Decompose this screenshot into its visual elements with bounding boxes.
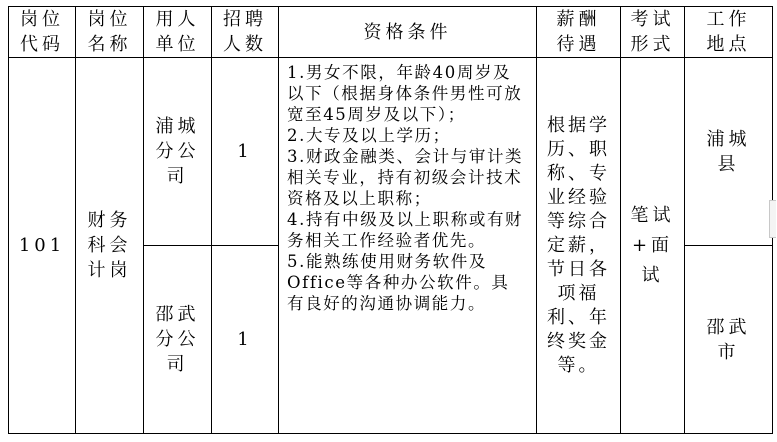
unit-pucheng: 浦城分公司	[144, 58, 212, 246]
header-exam: 考试形式	[621, 7, 685, 58]
top-border	[0, 0, 777, 4]
header-location: 工作地点	[685, 7, 773, 58]
exam-cell: 笔试+面试	[621, 58, 685, 434]
count-pucheng: 1	[212, 58, 279, 246]
job-name: 财务科会计岗	[76, 58, 144, 434]
header-code: 岗位代码	[9, 7, 76, 58]
qualification-item: 4.持有中级及以上职称或有财务相关工作经验者优先。	[287, 210, 524, 250]
qualification-item: 2.大专及以上学历；	[287, 126, 451, 145]
qualification-item: 5.能熟练使用财务软件及Office等各种办公软件。具有良好的沟通协调能力。	[287, 252, 510, 313]
recruitment-table	[8, 6, 773, 434]
qualification-item: 1.男女不限，年龄40周岁及以下（根据身体条件男性可放宽至45周岁及以下）；	[287, 63, 523, 124]
header-unit: 用人单位	[144, 7, 212, 58]
location-shaowu: 邵武市	[685, 246, 773, 434]
qualification-item: 3.财政金融类、会计与审计类相关专业，持有初级会计技术资格及以上职称；	[287, 147, 524, 208]
pay-cell: 根据学历、职称、专业经验等综合定薪，节日各项福利、年终奖金等。	[537, 58, 621, 434]
side-handle[interactable]	[769, 200, 776, 238]
qualifications-cell	[279, 58, 537, 434]
job-code: 101	[9, 58, 76, 434]
table-row	[9, 58, 773, 246]
header-row	[9, 7, 773, 58]
header-qualifications: 资格条件	[279, 7, 537, 58]
header-pay: 薪酬待遇	[537, 7, 621, 58]
header-count: 招聘人数	[212, 7, 279, 58]
header-name: 岗位名称	[76, 7, 144, 58]
count-shaowu: 1	[212, 246, 279, 434]
location-pucheng: 浦城县	[685, 58, 773, 246]
unit-shaowu: 邵武分公司	[144, 246, 212, 434]
